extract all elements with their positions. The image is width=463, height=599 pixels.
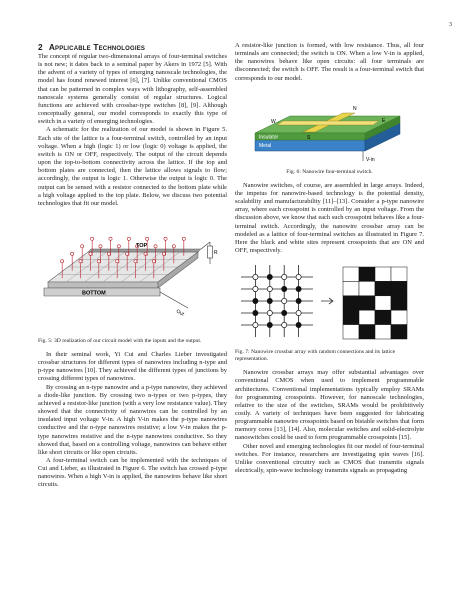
section-title: Applicable Technologies: [48, 42, 146, 52]
arrow-icon: [321, 298, 333, 304]
input-pin-head: [71, 252, 74, 255]
metal-label: Metal: [259, 142, 272, 149]
input-pin-head: [109, 237, 112, 240]
lattice-cell: [343, 325, 359, 339]
crosspoint: [282, 311, 287, 316]
crosspoint: [282, 287, 287, 292]
lattice-cell: [343, 310, 359, 324]
crossbar-array: [241, 265, 333, 337]
r-label: R: [214, 249, 218, 256]
out-label: Out: [175, 308, 185, 318]
lattice-cell: [391, 325, 407, 339]
top-label: TOP: [136, 242, 148, 249]
lattice-cell: [391, 282, 407, 296]
paragraph: A schematic for the realization of our model is shown in Figure 5. Each site of the lattice is a four-terminal switch, controlled by an input voltage. When a high (logic 1) or low (logic 0) voltage is applied, the switch is ON or OFF, respectively. The output of the circuit depends upon the top-to-bottom connectivity across the lattice. If the top and bottom plates are connected, then the lattice allows signals to flow; accordingly, the output is logic 1. Otherwise the output is logic 0. The output can be sensed with a resistor connected to the bottom plate while a high voltage applied to the top plate. Below, we discuss two potential technologies that fit our model.: [38, 126, 227, 207]
lattice-cell: [391, 310, 407, 324]
lattice-cell: [391, 267, 407, 281]
input-pin-head: [126, 252, 129, 255]
e-label: E: [382, 117, 386, 124]
lattice-cell: [343, 282, 359, 296]
resistor: [208, 246, 213, 258]
lattice-cell: [359, 282, 375, 296]
section-number: 2: [38, 42, 43, 52]
lattice-cell: [359, 267, 375, 281]
figure-5-caption: Fig. 5: 3D realization of our circuit model with the inputs and the output.: [38, 337, 202, 344]
input-pin-head: [134, 260, 137, 263]
crossbar-and-lattice: [235, 259, 424, 347]
crosspoint: [253, 299, 258, 304]
input-pin-head: [116, 260, 119, 263]
input-pin-head: [97, 260, 100, 263]
crosspoint: [282, 275, 287, 280]
input-pin-head: [164, 237, 167, 240]
page-number: 3: [449, 22, 452, 28]
lattice-cell: [375, 310, 391, 324]
nanowire-switch-diagram: [235, 85, 424, 167]
lattice-3d-diagram: [38, 216, 227, 336]
lattice-cell: [359, 310, 375, 324]
input-pin-head: [107, 252, 110, 255]
input-pin-head: [152, 260, 155, 263]
figure-6: [235, 85, 424, 176]
paragraph: By crossing an n-type nanowire and a p-type nanowire, they achieved a diode-like junction. By crossing two n-types or two p-types, they achieved a resistor-like junction (with a very low resistance value). They showed that the connectivity of nanowires can be controlled by an insulated input voltage V-in. A high V-in makes the p-type nanowires conductive and the n-type nanowires resistive; a low V-in makes the p-type nanowires resistive and the n-type nanowires conductive. So they showed that, based on a controlling voltage, nanowires can behave either like short circuits or like open circuits.: [38, 383, 227, 456]
input-pin-head: [89, 252, 92, 255]
w-label: W: [271, 118, 276, 125]
figure-5: [38, 216, 227, 345]
lattice-cell: [343, 267, 359, 281]
crosspoint: [267, 323, 272, 328]
input-pin-head: [162, 252, 165, 255]
crosspoint: [282, 323, 287, 328]
paragraph: Other novel and emerging technologies fit our model of four-terminal switches. For instance, researchers are investigating spin waves [16]. Unlike conventional circuitry such as CMOS that transmits signals electrically, spin-wave technology transmits signals as propagating: [235, 442, 424, 475]
lattice-cell: [391, 296, 407, 310]
crosspoint: [282, 299, 287, 304]
lattice-cell: [375, 282, 391, 296]
crosspoint: [253, 311, 258, 316]
right-column: [235, 42, 424, 475]
insulator-label: Insulator: [259, 134, 279, 141]
crosspoint: [296, 323, 301, 328]
paragraph: A resistor-like junction is formed, with low resistance. Thus, all four terminals are connected; the switch is ON. When a low V-in is applied, the nanowires behave like open circuits: all four terminals are disconnected; the switch is OFF. The result is a four-terminal switch that corresponds to our model.: [235, 42, 424, 82]
paragraph: Nanowire switches, of course, are assembled in large arrays. Indeed, the impetus for nanowire-based technology is the potential density, scalability and manufacturability [11]–[13]. Consider a p-type nanowire array, where each crosspoint is controlled by an input voltage. From the discussion above, we know that each such crosspoint behaves like a four-terminal switch. Accordingly, the nanowire crossbar array can be modeled as a lattice of four-terminal switches as illustrated in Figure 7. Here the black and white sites represent crosspoints that are ON and OFF, respectively.: [235, 181, 425, 255]
figure-6-caption: Fig. 6: Nanowire four-terminal switch.: [286, 168, 373, 175]
input-pin-head: [182, 237, 185, 240]
input-pin-head: [144, 252, 147, 255]
input-pin-head: [81, 245, 84, 248]
crosspoint: [267, 299, 272, 304]
metal-layer-front: [255, 140, 365, 151]
out-arrow: [160, 292, 188, 308]
input-pin-head: [146, 237, 149, 240]
n-label: N: [353, 105, 357, 112]
lattice-cell: [375, 296, 391, 310]
lattice-cell: [343, 296, 359, 310]
lattice-cell: [359, 296, 375, 310]
input-pin-head: [79, 260, 82, 263]
lattice-plate-front: [48, 282, 158, 288]
lattice-representation: [343, 267, 407, 339]
lattice-cell: [359, 325, 375, 339]
crosspoint: [253, 323, 258, 328]
crosspoint: [267, 287, 272, 292]
input-pin-head: [99, 245, 102, 248]
paragraph: The concept of regular two-dimensional arrays of four-terminal switches is not new; it dates back to a seminal paper by Akers in 1972 [5]. With the advent of a variety of types of emerging nanoscale technologies, the model has found renewed interest [6], [7]. Unlike conventional CMOS that can be patterned in complex ways with lithography, self-assembled nanoscale systems generally consist of regular structures. Logical functions are achieved with crossbar-type switches [8], [9]. Although conceptually general, our model corresponds to exactly this type of switch in a variety of emerging technologies.: [38, 53, 227, 126]
crosspoint: [267, 275, 272, 280]
section-heading: [38, 42, 227, 52]
lattice-cell: [375, 267, 391, 281]
input-pin-head: [154, 245, 157, 248]
paragraph: A four-terminal switch can be implemented with the techniques of Cui and Lieber, as illustrated in Figure 6. The switch has crossed p-type nanowires. When a high V-in is applied, the nanowires behave like short circuits.: [38, 457, 227, 489]
nanowire-we: [277, 121, 379, 125]
figure-7-caption: Fig. 7: Nanowire crossbar array with random connections and its lattice representation.: [235, 349, 396, 363]
input-pin-head: [61, 260, 64, 263]
bottom-label: BOTTOM: [82, 290, 106, 297]
input-pin-head: [172, 245, 175, 248]
crosspoint: [253, 287, 258, 292]
paragraph: Nanowire crossbar arrays may offer substantial advantages over conventional CMOS when used to implement programmable architectures. Conventional implementations typically employ SRAMs for programming crosspoints. However, for nanoscale technologies, relative to the size of the switches, SRAMs would be prohibitively costly. A variety of techniques have been suggested for fabricating programmable nanowire crosspoints based on bistable switches that form memory cores [13], [14]. Also, molecular switches and solid-electrolyte nanoswitches could be used to form programmable crosspoints [15].: [235, 369, 424, 442]
crosspoint: [296, 311, 301, 316]
crosspoint: [253, 275, 258, 280]
crosspoint: [296, 299, 301, 304]
paragraph: In their seminal work, Yi Cui and Charles Lieber investigated crossbar structures for different types of nanowires including n-type and p-type nanowires [10]. They achieved the different types of junctions by crossing different types of nanowires.: [38, 350, 227, 383]
input-pin-head: [127, 237, 130, 240]
lattice-cell: [375, 325, 391, 339]
s-label: S: [307, 134, 311, 141]
crosspoint: [267, 311, 272, 316]
left-column: [38, 42, 227, 490]
vin-label: V-in: [366, 156, 375, 163]
crosspoint: [296, 287, 301, 292]
figure-7: [235, 259, 424, 363]
input-pin-head: [91, 237, 94, 240]
crosspoint: [296, 275, 301, 280]
input-pin-head: [117, 245, 120, 248]
